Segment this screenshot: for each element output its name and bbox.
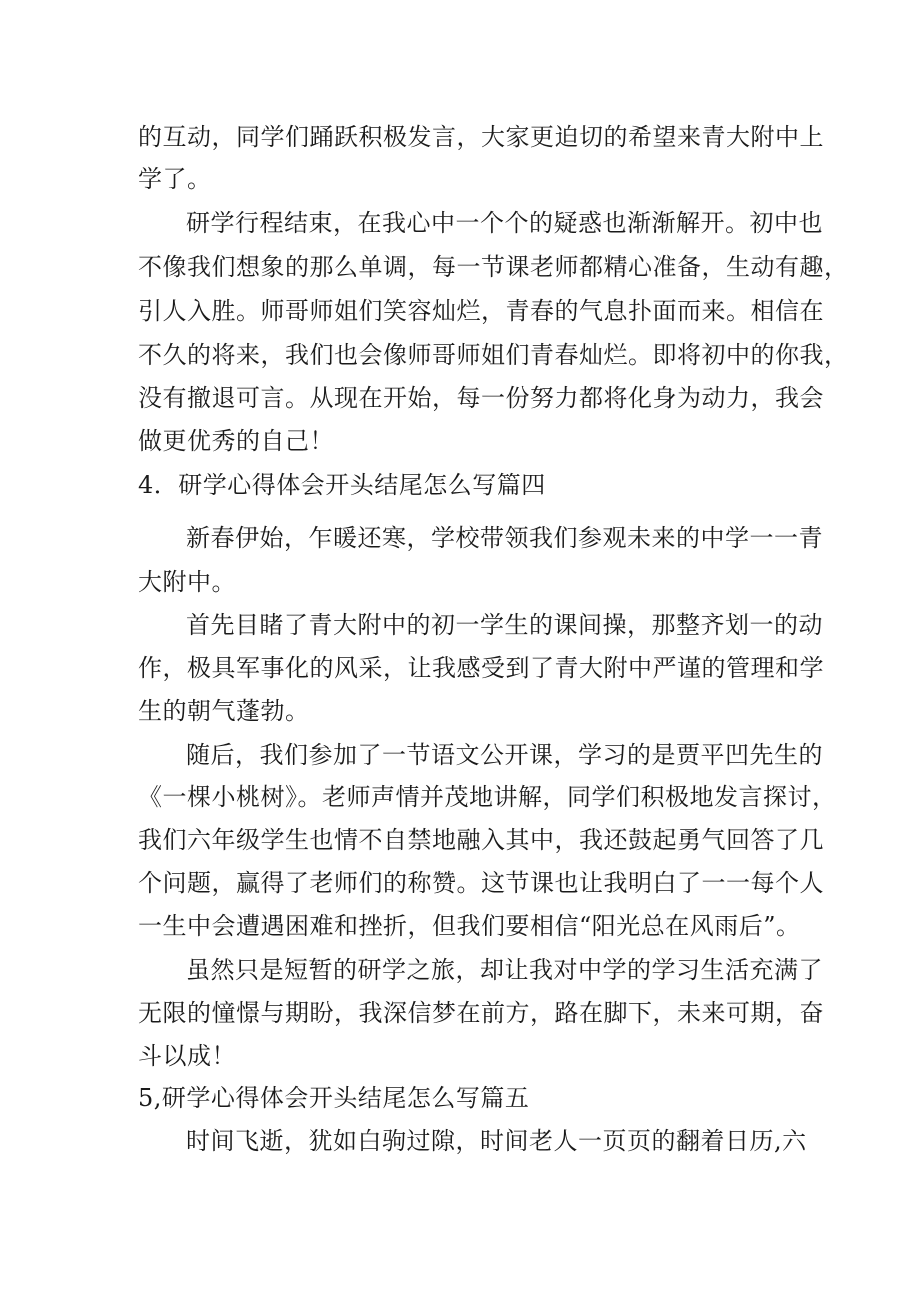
paragraph-line: 斗以成！ [138,1042,236,1070]
section-heading: 4．研学心得体会开头结尾怎么写篇四 [138,471,546,499]
paragraph-line: 不久的将来，我们也会像师哥师姐们青春灿烂。即将初中的你我， [138,341,849,369]
paragraph-line: 学了。 [138,165,212,193]
paragraph-line: 研学行程结束，在我心中一个个的疑惑也渐渐解开。初中也 [186,209,823,237]
paragraph-line: 引人入胜。师哥师姐们笑容灿烂，青春的气息扑面而来。相信在 [138,297,824,325]
paragraph-line: 《一棵小桃树》。老师声情并茂地讲解，同学们积极地发言探讨， [138,783,837,811]
section-heading: 5,研学心得体会开头结尾怎么写篇五 [138,1084,530,1112]
paragraph-line: 大附中。 [138,568,236,596]
paragraph-line: 虽然只是短暂的研学之旅，却让我对中学的学习生活充满了 [186,956,823,984]
paragraph-line: 无限的憧憬与期盼，我深信梦在前方，路在脚下，未来可期，奋 [138,999,824,1027]
paragraph-line: 不像我们想象的那么单调，每一节课老师都精心准备，生动有趣， [138,253,849,281]
paragraph-line: 新春伊始，乍暖还寒，学校带领我们参观未来的中学一一青 [186,524,823,552]
paragraph-line: 个问题，赢得了老师们的称赞。这节课也让我明白了一一每个人 [138,869,824,897]
paragraph-line: 我们六年级学生也情不自禁地融入其中，我还鼓起勇气回答了几 [138,826,824,854]
paragraph-line: 时间飞逝，犹如白驹过隙，时间老人一页页的翻着日历,六 [186,1127,807,1155]
paragraph-line: 首先目睹了青大附中的初一学生的课间操，那整齐划一的动 [186,611,823,639]
paragraph-line: 做更优秀的自己！ [138,427,334,455]
paragraph-line: 的互动，同学们踊跃积极发言，大家更迫切的希望来青大附中上 [138,123,824,151]
paragraph-line: 生的朝气蓬勃。 [138,697,310,725]
paragraph-line: 没有撤退可言。从现在开始，每一份努力都将化身为动力，我会 [138,384,824,412]
paragraph-line: 作，极具军事化的风采，让我感受到了青大附中严谨的管理和学 [138,654,824,682]
paragraph-line: 随后，我们参加了一节语文公开课，学习的是贾平凹先生的 [186,741,823,769]
paragraph-line: 一生中会遭遇困难和挫折，但我们要相信“阳光总在风雨后”。 [138,912,801,940]
